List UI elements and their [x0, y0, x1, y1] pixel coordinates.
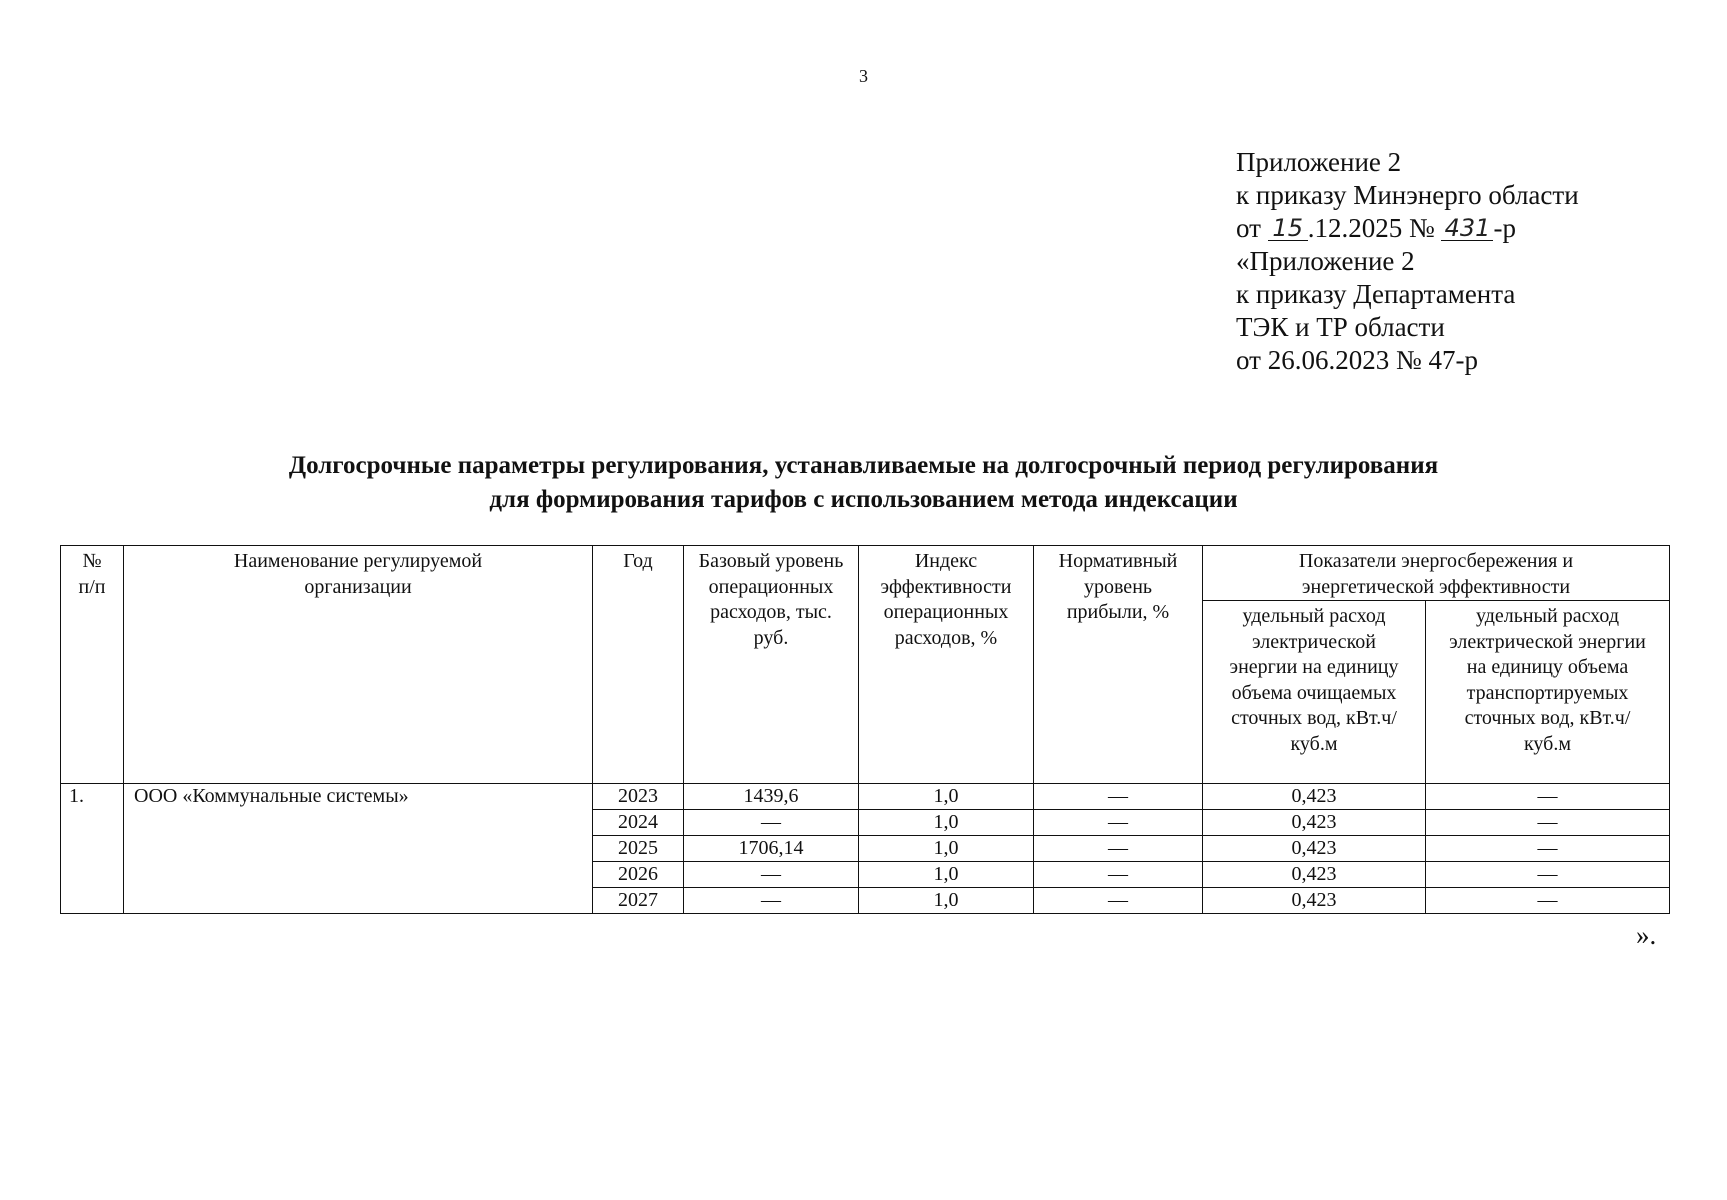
header-energy-treated: удельный расход электрической энергии на единицу объема очищаемых сточных вод, кВт.ч/куб.м	[1203, 601, 1426, 784]
year-cell: 2023	[593, 784, 684, 810]
appendix-date-middle: .12.2025 №	[1307, 213, 1442, 243]
efficiency-index-cell: 1,0	[859, 784, 1034, 810]
energy-treated-cell: 0,423	[1203, 862, 1426, 888]
document-title	[0, 449, 1727, 517]
appendix-date-prefix: от	[1236, 213, 1268, 243]
efficiency-index-cell: 1,0	[859, 888, 1034, 914]
title-line: для формирования тарифов с использованием метода индексации	[489, 486, 1238, 513]
base-level-cell: —	[684, 810, 859, 836]
appendix-line: ТЭК и ТР области	[1236, 312, 1445, 342]
base-level-cell: —	[684, 862, 859, 888]
header-num: № п/п	[61, 546, 124, 784]
base-level-cell: —	[684, 888, 859, 914]
header-energy-transported: удельный расход электрической энергии на единицу объема транспортируемых сточных вод, кВт.ч/куб.м	[1426, 601, 1670, 784]
header-energy-group: Показатели энергосбережения и энергетической эффективности	[1203, 546, 1670, 601]
energy-treated-cell: 0,423	[1203, 784, 1426, 810]
appendix-line: Приложение 2	[1236, 147, 1402, 177]
appendix-date-line	[1236, 212, 1579, 245]
energy-transported-cell: —	[1426, 784, 1670, 810]
header-profit-level: Нормативный уровень прибыли, %	[1034, 546, 1203, 784]
table-row	[61, 784, 1670, 810]
appendix-line: к приказу Минэнерго области	[1236, 180, 1579, 210]
year-cell: 2027	[593, 888, 684, 914]
energy-treated-cell: 0,423	[1203, 888, 1426, 914]
appendix-line: «Приложение 2	[1236, 246, 1415, 276]
energy-treated-cell: 0,423	[1203, 836, 1426, 862]
profit-level-cell: —	[1034, 836, 1203, 862]
energy-treated-cell: 0,423	[1203, 810, 1426, 836]
profit-level-cell: —	[1034, 862, 1203, 888]
header-year: Год	[593, 546, 684, 784]
appendix-block	[1236, 146, 1579, 377]
profit-level-cell: —	[1034, 888, 1203, 914]
profit-level-cell: —	[1034, 810, 1203, 836]
page-number: 3	[859, 66, 868, 86]
title-line: Долгосрочные параметры регулирования, устанавливаемые на долгосрочный период регулирования	[288, 452, 1439, 479]
base-level-cell: 1439,6	[684, 784, 859, 810]
energy-transported-cell: —	[1426, 810, 1670, 836]
year-cell: 2024	[593, 810, 684, 836]
header-org: Наименование регулируемой организации	[124, 546, 593, 784]
appendix-line: от 26.06.2023 № 47-р	[1236, 345, 1478, 375]
handwritten-order-number: 431	[1441, 216, 1493, 241]
year-cell: 2025	[593, 836, 684, 862]
row-number-cell: 1.	[61, 784, 124, 914]
profit-level-cell: —	[1034, 784, 1203, 810]
year-cell: 2026	[593, 862, 684, 888]
closing-quote: ».	[1636, 920, 1657, 950]
base-level-cell: 1706,14	[684, 836, 859, 862]
organization-name-cell: ООО «Коммунальные системы»	[124, 784, 593, 914]
energy-transported-cell: —	[1426, 836, 1670, 862]
header-efficiency-index: Индекс эффективности операционных расходов, %	[859, 546, 1034, 784]
efficiency-index-cell: 1,0	[859, 862, 1034, 888]
efficiency-index-cell: 1,0	[859, 810, 1034, 836]
energy-transported-cell: —	[1426, 862, 1670, 888]
appendix-line: к приказу Департамента	[1236, 279, 1516, 309]
energy-transported-cell: —	[1426, 888, 1670, 914]
header-base-level: Базовый уровень операционных расходов, тыс. руб.	[684, 546, 859, 784]
parameters-table	[60, 545, 1670, 914]
efficiency-index-cell: 1,0	[859, 836, 1034, 862]
handwritten-day: 15	[1268, 216, 1308, 241]
appendix-date-suffix: -р	[1493, 213, 1516, 243]
